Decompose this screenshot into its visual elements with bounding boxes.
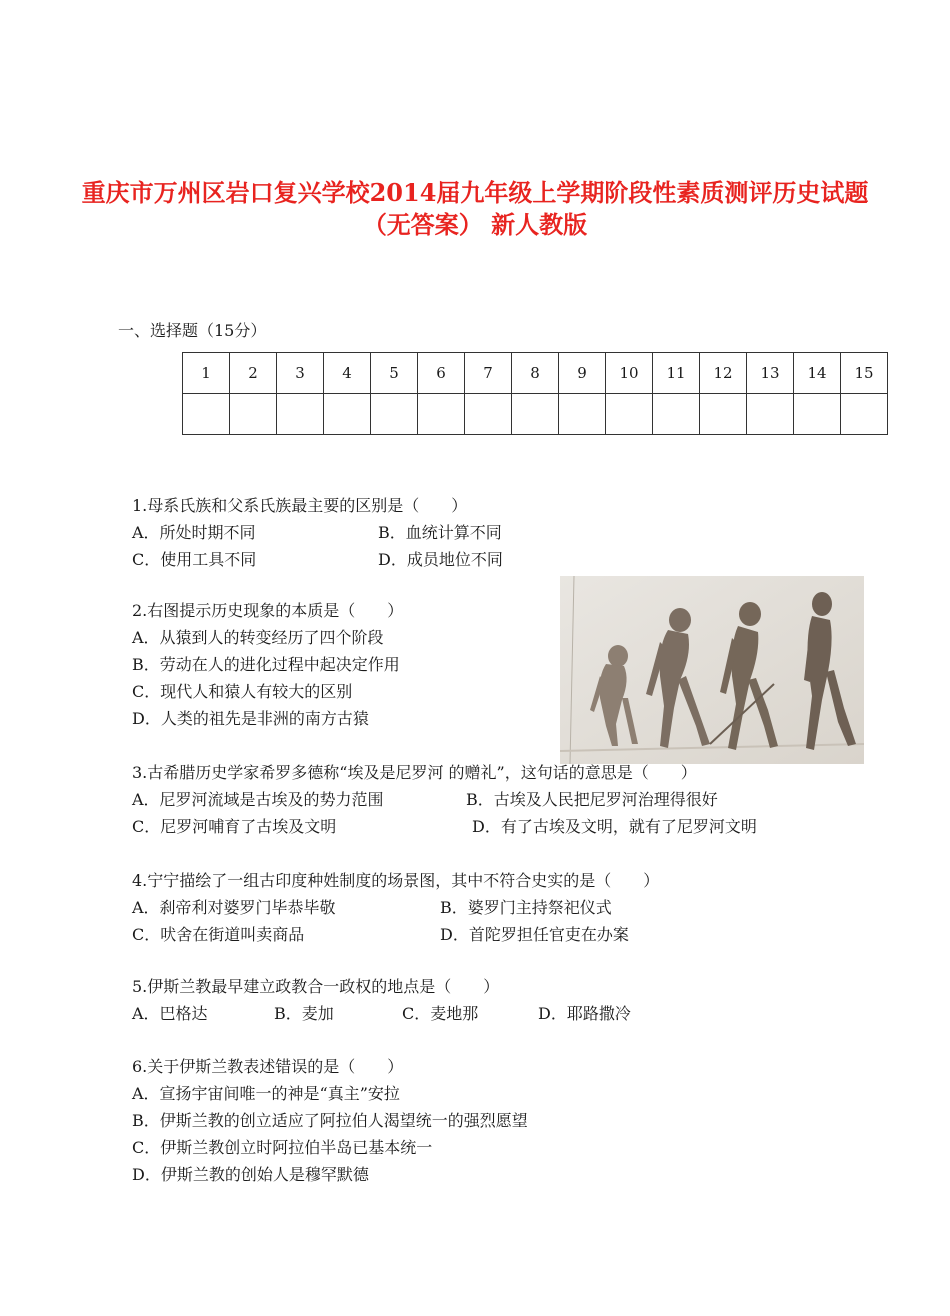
answer-blank-cell xyxy=(277,394,324,435)
option-a: A．尼罗河流域是古埃及的势力范围 xyxy=(132,790,384,809)
option-d: D．有了古埃及文明，就有了尼罗河文明 xyxy=(472,817,757,836)
answer-number-cell: 15 xyxy=(841,353,888,394)
answer-blank-cell xyxy=(841,394,888,435)
question-stem: 3.古希腊历史学家希罗多德称“埃及是尼罗河 的赠礼”，这句话的意思是（ ） xyxy=(132,763,697,782)
answer-blank-cell xyxy=(183,394,230,435)
question-stem: 4.宁宁描绘了一组古印度种姓制度的场景图，其中不符合史实的是（ ） xyxy=(132,871,660,890)
answer-table xyxy=(182,352,888,435)
option-a: A．刹帝利对婆罗门毕恭毕敬 xyxy=(132,898,336,917)
question-3 xyxy=(132,759,757,840)
option-d: D．人类的祖先是非洲的南方古猿 xyxy=(132,709,369,728)
option-b: B．伊斯兰教的创立适应了阿拉伯人渴望统一的强烈愿望 xyxy=(132,1111,528,1130)
answer-number-cell: 11 xyxy=(653,353,700,394)
exam-title-line2: （无答案） 新人教版 xyxy=(362,210,588,239)
option-b: B．婆罗门主持祭祀仪式 xyxy=(440,898,612,917)
answer-blank-cell xyxy=(418,394,465,435)
answer-number-cell: 6 xyxy=(418,353,465,394)
option-c: C．现代人和猿人有较大的区别 xyxy=(132,682,353,701)
option-d: D．成员地位不同 xyxy=(378,550,503,569)
option-b: B．古埃及人民把尼罗河治理得很好 xyxy=(466,790,718,809)
option-c: C．麦地那 xyxy=(402,1004,479,1023)
answer-blank-cell xyxy=(606,394,653,435)
option-b: B．劳动在人的进化过程中起决定作用 xyxy=(132,655,400,674)
question-4 xyxy=(132,867,659,948)
answer-blank-cell xyxy=(230,394,277,435)
exam-title-line1: 重庆市万州区岩口复兴学校2014届九年级上学期阶段性素质测评历史试题 xyxy=(81,178,869,207)
answer-table-header-row xyxy=(183,353,888,394)
question-stem: 1.母系氏族和父系氏族最主要的区别是（ ） xyxy=(132,496,468,515)
question-2 xyxy=(132,597,403,732)
answer-number-cell: 10 xyxy=(606,353,653,394)
option-a: A．所处时期不同 xyxy=(132,523,256,542)
answer-number-cell: 2 xyxy=(230,353,277,394)
answer-blank-cell xyxy=(371,394,418,435)
answer-blank-cell xyxy=(653,394,700,435)
question-6 xyxy=(132,1053,528,1188)
answer-number-cell: 3 xyxy=(277,353,324,394)
option-c: C．尼罗河哺育了古埃及文明 xyxy=(132,817,337,836)
option-b: B．麦加 xyxy=(274,1004,334,1023)
answer-blank-cell xyxy=(794,394,841,435)
option-a: A．宣扬宇宙间唯一的神是“真主”安拉 xyxy=(132,1084,400,1103)
option-c: C．吠舍在街道叫卖商品 xyxy=(132,925,305,944)
option-b: B．血统计算不同 xyxy=(378,523,502,542)
answer-number-cell: 7 xyxy=(465,353,512,394)
answer-number-cell: 9 xyxy=(559,353,606,394)
option-d: D．首陀罗担任官吏在办案 xyxy=(440,925,629,944)
answer-blank-cell xyxy=(747,394,794,435)
answer-number-cell: 5 xyxy=(371,353,418,394)
answer-number-cell: 12 xyxy=(700,353,747,394)
question-stem: 2.右图提示历史现象的本质是（ ） xyxy=(132,601,404,620)
answer-blank-cell xyxy=(559,394,606,435)
answer-table-blank-row xyxy=(183,394,888,435)
answer-number-cell: 14 xyxy=(794,353,841,394)
question-stem: 6.关于伊斯兰教表述错误的是（ ） xyxy=(132,1057,404,1076)
answer-number-cell: 13 xyxy=(747,353,794,394)
answer-number-cell: 8 xyxy=(512,353,559,394)
option-d: D．耶路撒冷 xyxy=(538,1004,631,1023)
option-c: C．伊斯兰教创立时阿拉伯半岛已基本统一 xyxy=(132,1138,433,1157)
question-1 xyxy=(132,492,503,573)
option-c: C．使用工具不同 xyxy=(132,550,257,569)
answer-blank-cell xyxy=(700,394,747,435)
option-d: D．伊斯兰教的创始人是穆罕默德 xyxy=(132,1165,369,1184)
option-a: A．巴格达 xyxy=(132,1004,208,1023)
answer-blank-cell xyxy=(465,394,512,435)
answer-number-cell: 4 xyxy=(324,353,371,394)
question-stem: 5.伊斯兰教最早建立政教合一政权的地点是（ ） xyxy=(132,977,500,996)
answer-blank-cell xyxy=(512,394,559,435)
section-heading: 一、选择题（15分） xyxy=(118,321,267,340)
human-evolution-image xyxy=(560,576,864,764)
answer-number-cell: 1 xyxy=(183,353,230,394)
answer-blank-cell xyxy=(324,394,371,435)
question-5 xyxy=(132,973,631,1027)
option-a: A．从猿到人的转变经历了四个阶段 xyxy=(132,628,384,647)
